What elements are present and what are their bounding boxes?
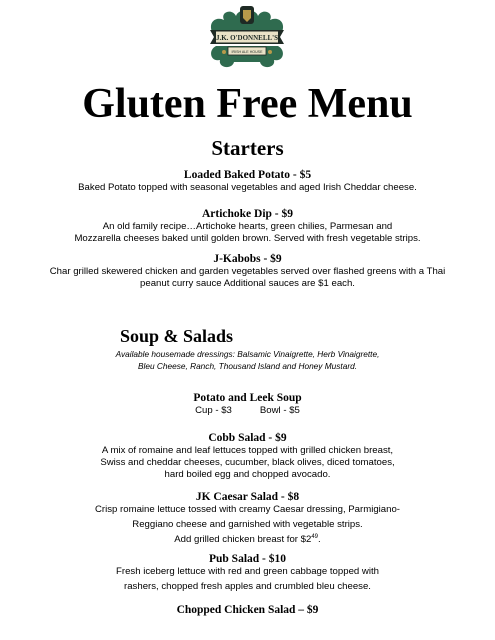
item-description: Baked Potato topped with seasonal vegetables and aged Irish Cheddar cheese. xyxy=(78,182,417,193)
dressings-note xyxy=(0,348,495,372)
cup-price: Cup - $3 xyxy=(195,405,232,416)
item-description-line: Char grilled skewered chicken and garden vegetables served over flashed greens with a Thai xyxy=(49,266,446,277)
item-description-line: Reggiano cheese and garnished with vegetable strips. xyxy=(132,519,363,530)
item-description-line: An old family recipe…Artichoke hearts, green chilies, Parmesan and xyxy=(102,221,393,232)
item-description-line: Swiss and cheddar cheeses, cucumber, black olives, diced tomatoes, xyxy=(100,457,395,468)
item-name: Potato and Leek Soup xyxy=(193,392,302,404)
item-description-line: rashers, chopped fresh apples and crumbled bleu cheese. xyxy=(124,581,371,592)
dressings-line: Bleu Cheese, Ranch, Thousand Island and Honey Mustard. xyxy=(137,361,358,371)
menu-item xyxy=(0,491,495,546)
addon-text: Add grilled chicken breast for $2 xyxy=(174,534,312,545)
menu-item xyxy=(0,392,495,417)
menu-item xyxy=(0,604,495,617)
item-description-line: hard boiled egg and chopped avocado. xyxy=(164,469,331,480)
logo-sub-text: IRISH ALE HOUSE xyxy=(231,50,263,54)
item-description-line: Crisp romaine lettuce tossed with creamy Caesar dressing, Parmigiano- xyxy=(95,504,400,515)
menu-item xyxy=(0,553,495,593)
item-name: JK Caesar Salad - $8 xyxy=(195,491,300,503)
page-title: Gluten Free Menu xyxy=(82,81,413,127)
item-name: Loaded Baked Potato - $5 xyxy=(183,169,312,181)
logo-banner-text: J.K. O'DONNELL'S xyxy=(215,34,279,42)
menu-item xyxy=(0,208,495,245)
item-name: Chopped Chicken Salad – $9 xyxy=(176,604,319,616)
item-name: Artichoke Dip - $9 xyxy=(201,208,294,220)
addon-suffix: . xyxy=(318,534,321,545)
dressings-line: Available housemade dressings: Balsamic Vinaigrette, Herb Vinaigrette, xyxy=(115,349,380,359)
bowl-price: Bowl - $5 xyxy=(259,405,300,416)
soup-prices xyxy=(0,405,495,417)
menu-item xyxy=(0,169,495,194)
item-description-line: Mozzarella cheeses baked until golden brown. Served with fresh vegetable strips. xyxy=(74,233,421,244)
item-name: J-Kabobs - $9 xyxy=(213,253,282,265)
section-heading-starters: Starters xyxy=(211,136,284,160)
menu-item xyxy=(0,432,495,481)
item-description-line: peanut curry sauce Additional sauces are $1 each. xyxy=(140,278,355,289)
pub-logo xyxy=(206,2,288,74)
item-description-line: Fresh iceberg lettuce with red and green cabbage topped with xyxy=(116,566,379,577)
item-description-line: A mix of romaine and leaf lettuces topped with grilled chicken breast, xyxy=(101,445,394,456)
section-heading-soup-salads: Soup & Salads xyxy=(120,326,234,346)
addon-cents: 49 xyxy=(311,533,319,540)
item-name: Pub Salad - $10 xyxy=(208,553,286,565)
item-addon xyxy=(0,534,495,546)
menu-item xyxy=(0,253,495,290)
item-name: Cobb Salad - $9 xyxy=(208,432,287,444)
